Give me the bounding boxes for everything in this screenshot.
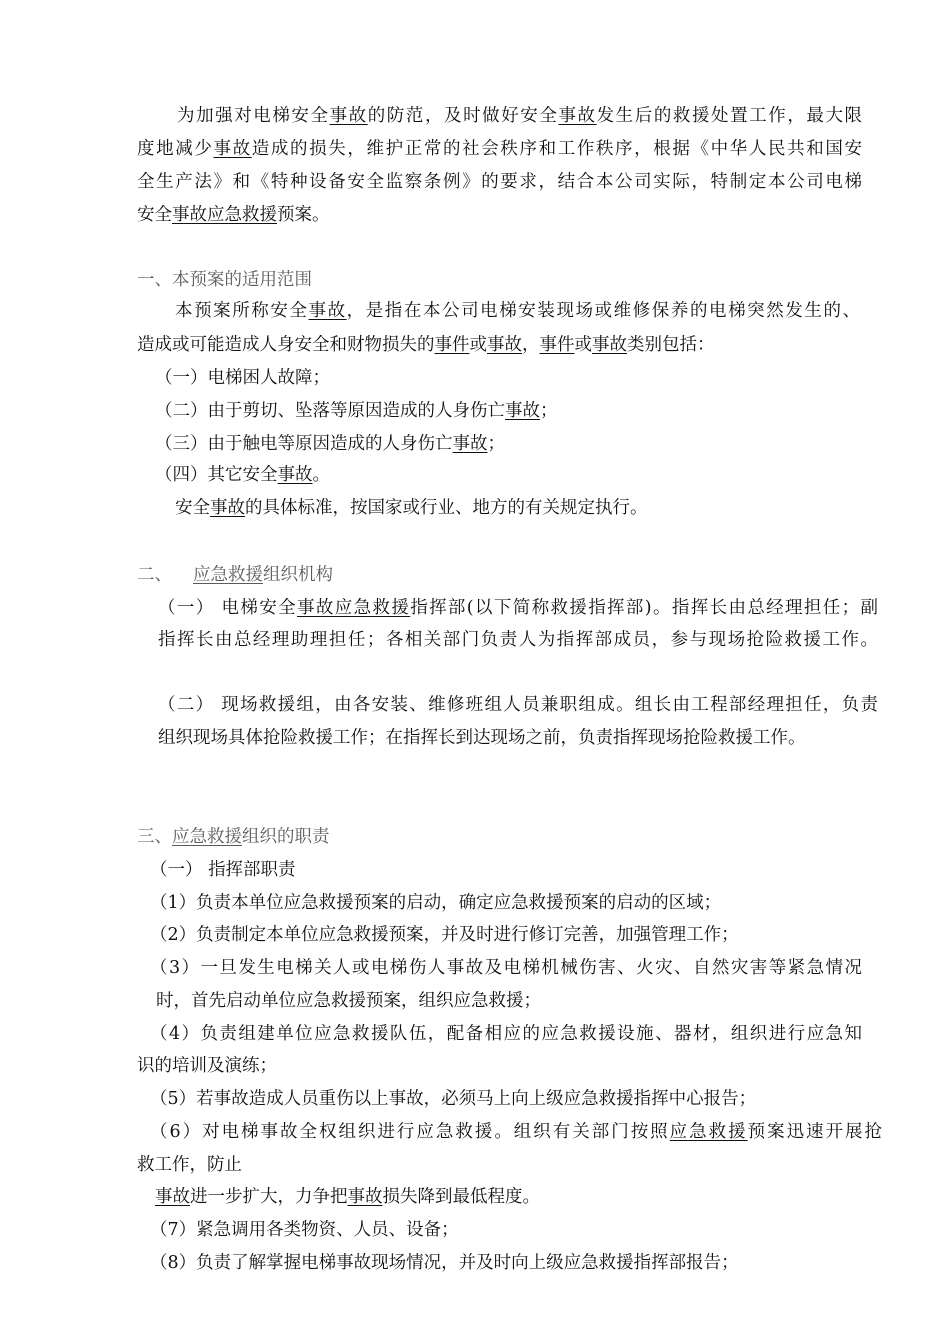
s1-item-4: （四）其它安全事故。 bbox=[155, 465, 330, 485]
s3-item-4-line-1: （4）负责组建单位应急救援队伍，配备相应的应急救援设施、器材，组织进行应急知 bbox=[150, 1024, 862, 1044]
s1-item-2: （二）由于剪切、坠落等原因造成的人身伤亡事故； bbox=[155, 401, 558, 421]
section-2-number: 二、 bbox=[137, 565, 172, 585]
s3-item-3-line-2: 时，首先启动单位应急救援预案，组织应急救援； bbox=[156, 991, 541, 1011]
s3-item-6-line-3: 事故进一步扩大，力争把事故损失降到最低程度。 bbox=[155, 1187, 540, 1207]
s3-item-8: （8）负责了解掌握电梯事故现场情况，并及时向上级应急救援指挥部报告； bbox=[150, 1253, 739, 1273]
intro-line-2: 度地减少事故造成的损失，维护正常的社会秩序和工作秩序，根据《中华人民共和国安 bbox=[137, 139, 863, 159]
s3-item-5: （5）若事故造成人员重伤以上事故，必须马上向上级应急救援指挥中心报告； bbox=[150, 1089, 757, 1109]
intro-line-1: 为加强对电梯安全事故的防范，及时做好安全事故发生后的救援处置工作，最大限 bbox=[177, 106, 863, 126]
s3-item-2: （2）负责制定本单位应急救援预案，并及时进行修订完善，加强管理工作； bbox=[150, 925, 739, 945]
s3-item-6-line-1: （6）对电梯事故全权组织进行应急救援。组织有关部门按照应急救援预案迅速开展抢 bbox=[150, 1122, 883, 1142]
s3-item-7: （7）紧急调用各类物资、人员、设备； bbox=[150, 1220, 459, 1240]
s3-item-6-line-2: 救工作，防止 bbox=[137, 1155, 242, 1175]
s2-b-line-2: 组织现场具体抢险救援工作；在指挥长到达现场之前，负责指挥现场抢险救援工作。 bbox=[158, 728, 806, 748]
s1-para-2: 造成或可能造成人身安全和财物损失的事件或事故，事件或事故类别包括： bbox=[137, 335, 715, 355]
s3-item-4-line-2: 识的培训及演练； bbox=[137, 1056, 277, 1076]
s2-a-line-2: 指挥长由总经理助理担任；各相关部门负责人为指挥部成员，参与现场抢险救援工作。 bbox=[158, 630, 878, 650]
s3-subheading: （一） 指挥部职责 bbox=[150, 860, 296, 880]
s1-para-3: 安全事故的具体标准，按国家或行业、地方的有关规定执行。 bbox=[175, 498, 648, 518]
s2-b-line-1: （二） 现场救援组，由各安装、维修班组人员兼职组成。组长由工程部经理担任，负责 bbox=[158, 695, 878, 715]
s1-para-1: 本预案所称安全事故，是指在本公司电梯安装现场或维修保养的电梯突然发生的、 bbox=[175, 301, 861, 321]
s1-item-3: （三）由于触电等原因造成的人身伤亡事故； bbox=[155, 434, 505, 454]
s1-item-1: （一）电梯困人故障； bbox=[155, 368, 330, 388]
s3-item-3-line-1: （3）一旦发生电梯关人或电梯伤人事故及电梯机械伤害、火灾、自然灾害等紧急情况 bbox=[150, 958, 862, 978]
section-3-heading: 三、应急救援组织的职责 bbox=[137, 827, 330, 847]
section-2-heading: 应急救援组织机构 bbox=[193, 565, 333, 585]
intro-line-4: 安全事故应急救援预案。 bbox=[137, 205, 330, 225]
s3-item-1: （1）负责本单位应急救援预案的启动，确定应急救援预案的启动的区域； bbox=[150, 893, 722, 913]
s2-a-line-1: （一） 电梯安全事故应急救援指挥部(以下简称救援指挥部)。指挥长由总经理担任；副 bbox=[158, 598, 879, 618]
intro-line-3: 全生产法》和《特种设备安全监察条例》的要求，结合本公司实际，特制定本公司电梯 bbox=[137, 172, 862, 192]
section-1-heading: 一、本预案的适用范围 bbox=[137, 270, 312, 290]
